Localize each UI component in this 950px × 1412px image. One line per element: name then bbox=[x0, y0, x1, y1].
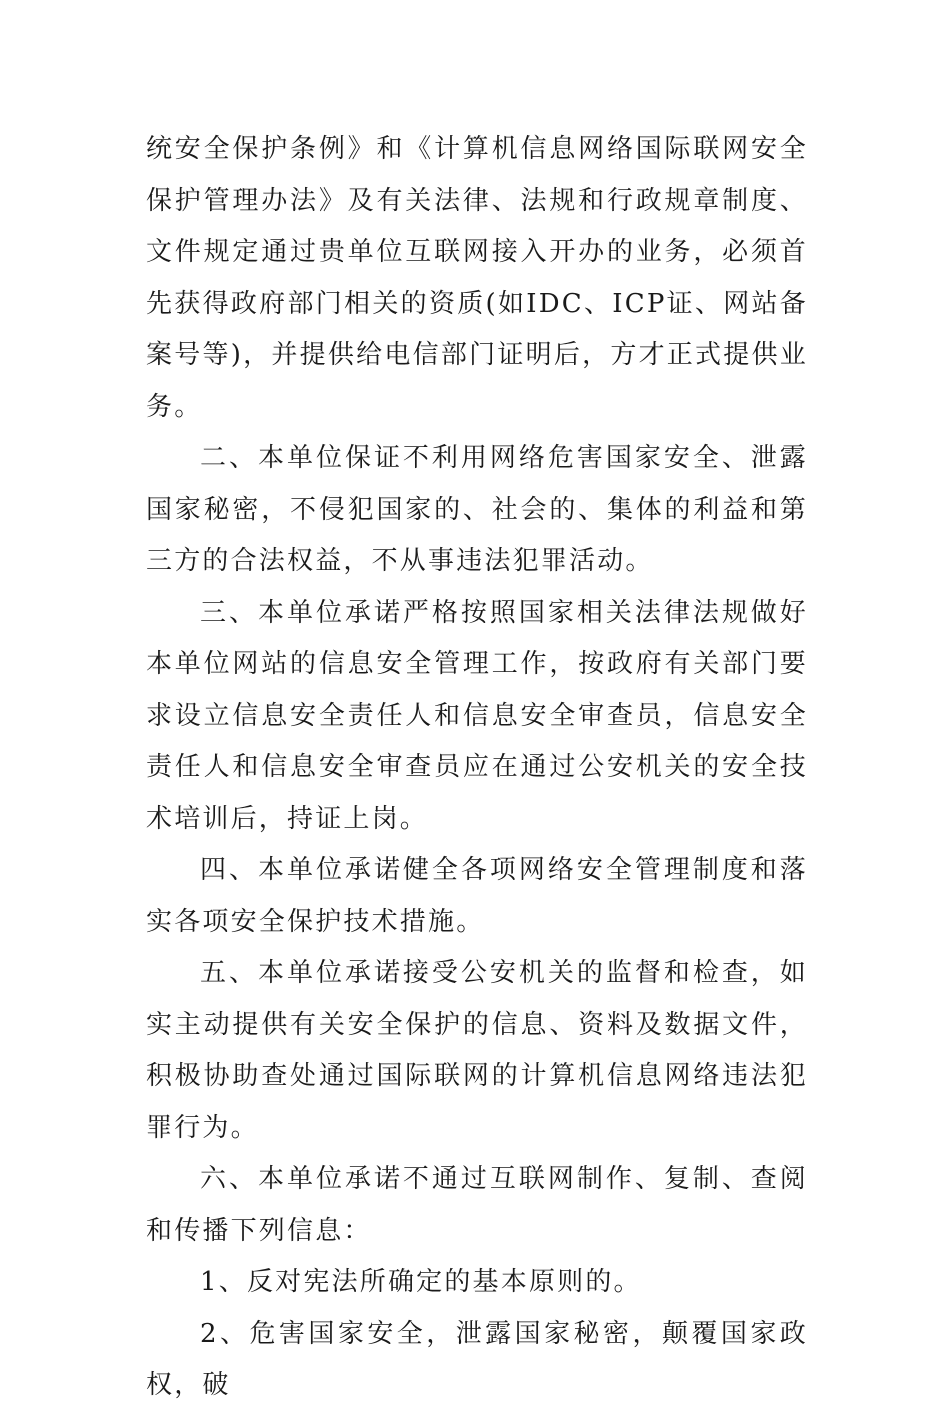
paragraph-continuation: 统安全保护条例》和《计算机信息网络国际联网安全保护管理办法》及有关法律、法规和行政规章制度、文件规定通过贵单位互联网接入开办的业务，必须首先获得政府部门相关的资质(如IDC、ICP证、网站备案号等)，并提供给电信部门证明后，方才正式提供业务。 bbox=[146, 134, 808, 422]
document-body bbox=[146, 124, 808, 1412]
list-item-1: 1、反对宪法所确定的基本原则的。 bbox=[200, 1267, 642, 1297]
paragraph-clause-6: 六、本单位承诺不通过互联网制作、复制、查阅和传播下列信息： bbox=[146, 1164, 808, 1246]
list-item-2: 2、危害国家安全，泄露国家秘密，颠覆国家政权，破 bbox=[146, 1318, 808, 1400]
paragraph-clause-4: 四、本单位承诺健全各项网络安全管理制度和落实各项安全保护技术措施。 bbox=[146, 855, 808, 937]
paragraph-clause-3: 三、本单位承诺严格按照国家相关法律法规做好本单位网站的信息安全管理工作，按政府有关部门要求设立信息安全责任人和信息安全审查员，信息安全责任人和信息安全审查员应在通过公安机关的安全技术培训后，持证上岗。 bbox=[146, 597, 808, 834]
paragraph-clause-2: 二、本单位保证不利用网络危害国家安全、泄露国家秘密，不侵犯国家的、社会的、集体的利益和第三方的合法权益，不从事违法犯罪活动。 bbox=[146, 443, 808, 576]
paragraph-clause-5: 五、本单位承诺接受公安机关的监督和检查，如实主动提供有关安全保护的信息、资料及数据文件，积极协助查处通过国际联网的计算机信息网络违法犯罪行为。 bbox=[146, 958, 808, 1143]
